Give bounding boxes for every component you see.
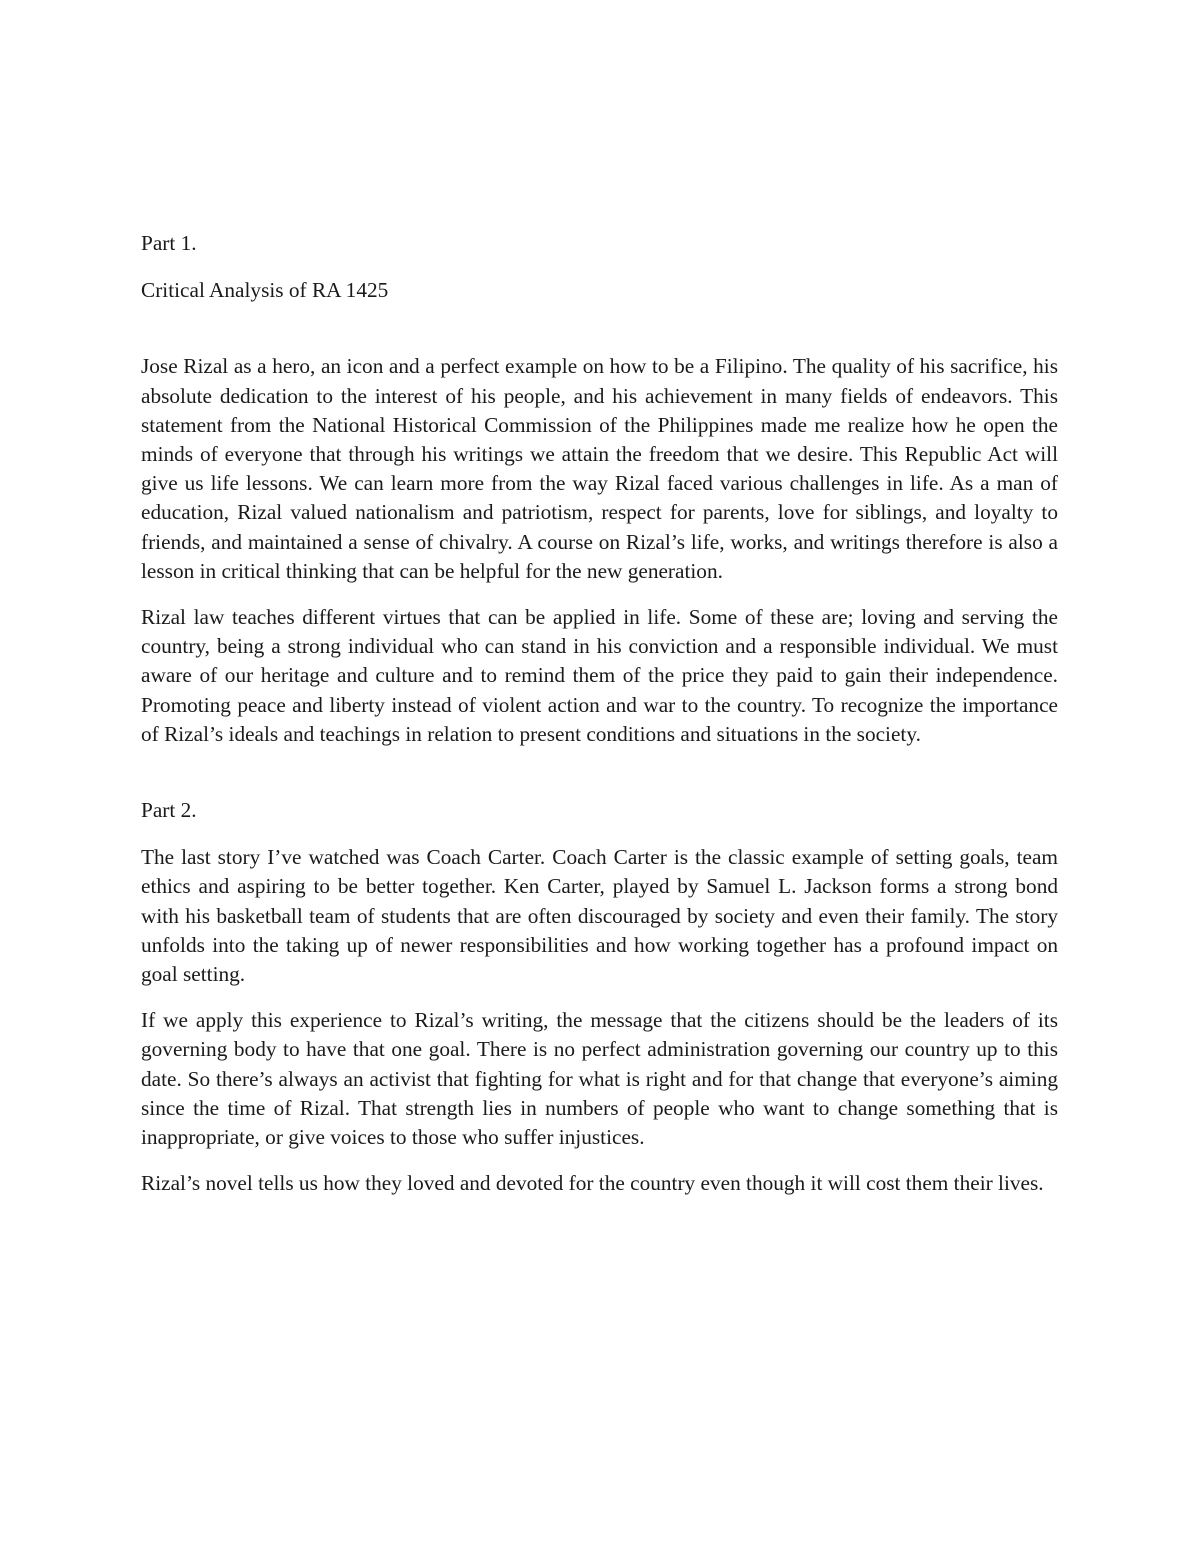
part-1-subtitle: Critical Analysis of RA 1425 [141, 278, 389, 303]
part-2-paragraph: The last story I’ve watched was Coach Carter. Coach Carter is the classic example of setting goals, team ethics and aspiring to be better together. Ken Carter, played by Samuel L. Jackson forms a strong bond with his basketball team of students that are often discouraged by society and even their family. The story unfolds into the taking up of newer responsibilities and how working together has a profound impact on goal setting. [141, 845, 1058, 987]
part-1-paragraph: Rizal law teaches different virtues that can be applied in life. Some of these are; loving and serving the country, being a strong individual who can stand in his conviction and a responsible individual. We must aware of our heritage and culture and to remind them of the price they paid to gain their independence. Promoting peace and liberty instead of violent action and war to the country. To recognize the importance of Rizal’s ideals and teachings in relation to present conditions and situations in the society. [141, 605, 1058, 746]
part-2-paragraph: If we apply this experience to Rizal’s writing, the message that the citizens should be the leaders of its governing body to have that one goal. There is no perfect administration governing our country up to this date. So there’s always an activist that fighting for what is right and for that change that everyone’s aiming since the time of Rizal. That strength lies in numbers of people who want to change something that is inappropriate, or give voices to those who suffer injustices. [141, 1008, 1058, 1150]
document-body [141, 229, 1058, 1198]
part-1-paragraph: Jose Rizal as a hero, an icon and a perfect example on how to be a Filipino. The quality of his sacrifice, his absolute dedication to the interest of his people, and his achievement in many fields of endeavors. This statement from the National Historical Commission of the Philippines made me realize how he open the minds of everyone that through his writings we attain the freedom that we desire. This Republic Act will give us life lessons. We can learn more from the way Rizal faced various challenges in life. As a man of education, Rizal valued nationalism and patriotism, respect for parents, love for siblings, and loyalty to friends, and maintained a sense of chivalry. A course on Rizal’s life, works, and writings therefore is also a lesson in critical thinking that can be helpful for the new generation. [141, 354, 1058, 583]
part-2-paragraph: Rizal’s novel tells us how they loved and devoted for the country even though it will cost them their lives. [141, 1171, 1044, 1196]
part-2-heading: Part 2. [141, 798, 197, 823]
part-1-heading: Part 1. [141, 231, 197, 255]
